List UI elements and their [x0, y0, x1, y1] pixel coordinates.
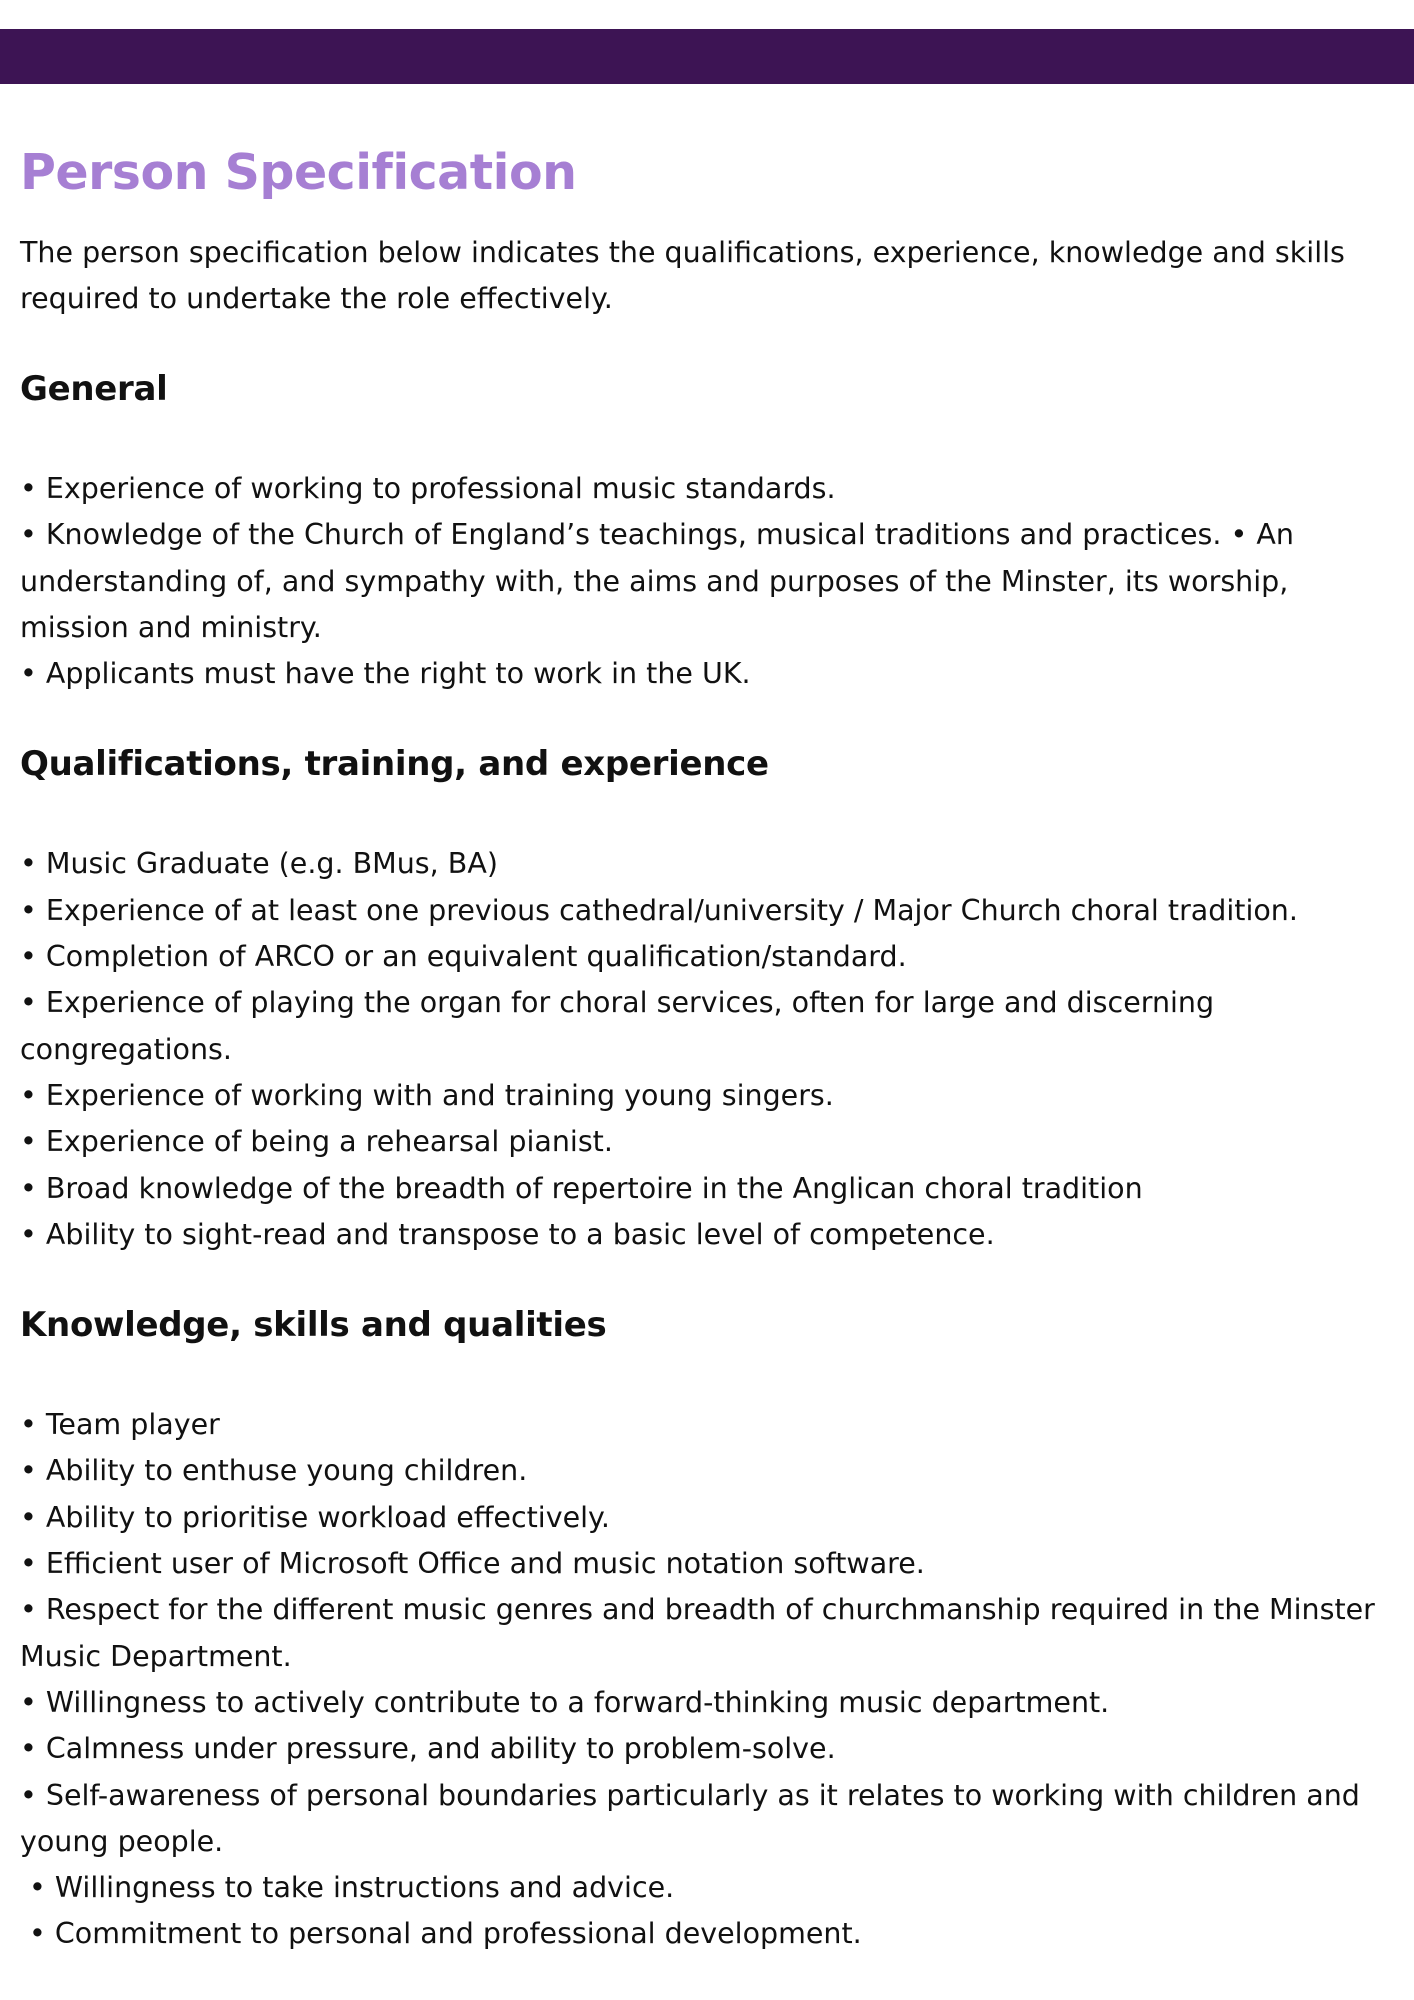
list-item: • Team player [20, 1408, 220, 1442]
list-item: • Calmness under pressure, and ability to problem-solve. [20, 1732, 836, 1766]
page-title: Person Specification [20, 144, 577, 201]
list-item: • Experience of playing the organ for choral services, often for large and discerning congregations. [20, 986, 1215, 1066]
qualifications-list [20, 841, 1395, 1258]
list-item: • Willingness to actively contribute to a forward-thinking music department. [20, 1685, 1110, 1719]
list-item: • Efficient user of Microsoft Office and music notation software. [20, 1547, 925, 1581]
list-item: • Ability to sight-read and transpose to a basic level of competence. [20, 1217, 995, 1251]
intro-paragraph: The person specification below indicates the qualifications, experience, knowledge and skills required to undertake the role effectively. [20, 236, 1345, 315]
list-item: • Ability to prioritise workload effectively. [20, 1500, 610, 1534]
section-heading-general: General [20, 369, 168, 409]
list-item: • Experience of working with and training young singers. [20, 1078, 834, 1112]
list-item: • Completion of ARCO or an equivalent qualification/standard. [20, 940, 907, 974]
general-list [20, 466, 1395, 697]
section-heading-qualifications: Qualifications, training, and experience [20, 744, 769, 785]
main-content [20, 138, 1400, 1958]
list-item: • Experience of working to professional music standards. [20, 472, 836, 505]
knowledge-list [20, 1402, 1395, 1958]
list-item: • Music Graduate (e.g. BMus, BA) [20, 847, 498, 881]
list-item: • Experience of at least one previous cathedral/university / Major Church choral tradition. [20, 893, 1298, 927]
list-item: • Self-awareness of personal boundaries particularly as it relates to working with children and young people. [20, 1778, 1360, 1858]
list-item: • Ability to enthuse young children. [20, 1454, 528, 1488]
list-item: • Applicants must have the right to work in the UK. [20, 657, 751, 691]
list-item: • Knowledge of the Church of England’s teachings, musical traditions and practices. • An understanding of, and sympathy with, the aims and purposes of the Minster, its worship, mission and ministry. [20, 518, 1294, 644]
list-item: • Broad knowledge of the breadth of repertoire in the Anglican choral tradition [20, 1171, 1143, 1205]
list-item: • Experience of being a rehearsal pianist. [20, 1125, 613, 1159]
list-item: • Commitment to personal and professional development. [29, 1917, 862, 1951]
list-item: • Willingness to take instructions and advice. [29, 1871, 675, 1905]
header-bar [0, 29, 1414, 84]
section-heading-knowledge: Knowledge, skills and qualities [20, 1305, 607, 1346]
list-item: • Respect for the different music genres and breadth of churchmanship required in the Minster Music Department. [20, 1593, 1375, 1673]
